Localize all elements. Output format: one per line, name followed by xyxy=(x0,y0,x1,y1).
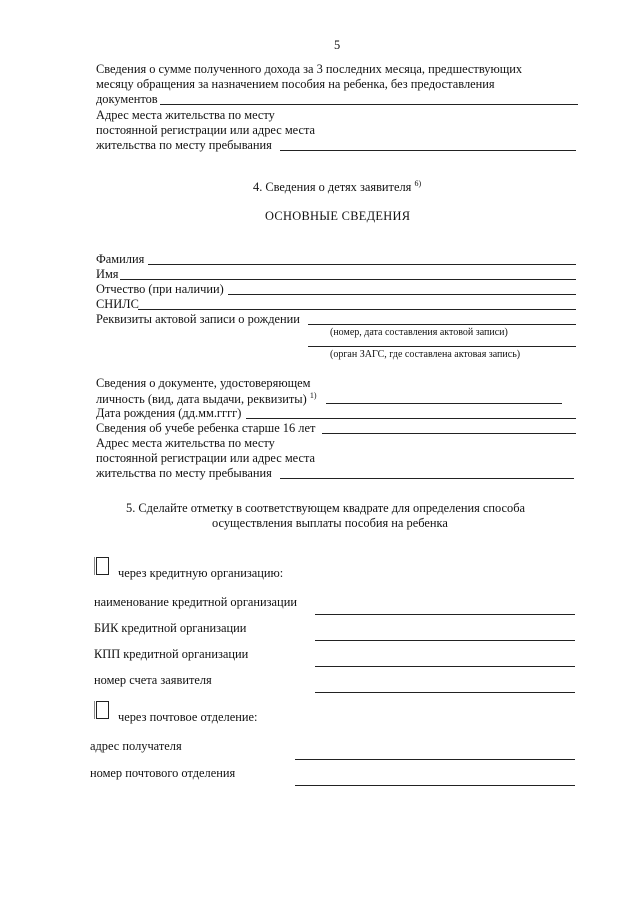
payment-bank-option-label: через кредитную организацию: xyxy=(118,566,284,580)
child-patronymic-field[interactable] xyxy=(228,294,576,295)
section-4-title xyxy=(253,180,421,194)
applicant-address-label-line1: Адрес места жительства по месту xyxy=(96,108,275,122)
applicant-address-field[interactable] xyxy=(280,150,576,151)
child-address-label-line2: постоянной регистрации или адрес места xyxy=(96,451,316,465)
birth-record-label: Реквизиты актовой записи о рождении xyxy=(96,312,300,326)
child-snils-label: СНИЛС xyxy=(96,297,139,311)
child-id-document-field[interactable] xyxy=(326,403,562,404)
birth-record-field-registry[interactable] xyxy=(308,346,576,347)
child-study-info-field[interactable] xyxy=(322,433,576,434)
post-office-number-field[interactable] xyxy=(295,785,575,786)
page-number: 5 xyxy=(334,38,341,52)
bank-kpp-label: КПП кредитной организации xyxy=(94,647,249,661)
account-number-label: номер счета заявителя xyxy=(94,673,212,687)
bank-bik-label: БИК кредитной организации xyxy=(94,621,247,635)
bank-name-label: наименование кредитной организации xyxy=(94,595,297,609)
payment-post-option-label: через почтовое отделение: xyxy=(118,710,258,724)
child-address-label-line3: жительства по месту пребывания xyxy=(96,466,272,480)
section-5-title-line1: 5. Сделайте отметку в соответствующем квадрате для определения способа xyxy=(126,501,526,515)
income-info-label-line3: документов xyxy=(96,92,158,106)
child-address-field[interactable] xyxy=(280,478,574,479)
child-id-document-label-line2 xyxy=(96,392,317,406)
payment-post-checkbox[interactable] xyxy=(96,701,109,719)
child-address-label-line1: Адрес места жительства по месту xyxy=(96,436,275,450)
footnote-ref-6: 6) xyxy=(414,179,422,188)
footnote-ref-1: 1) xyxy=(309,391,317,400)
birth-record-hint-number: (номер, дата составления актовой записи) xyxy=(330,327,508,338)
birth-record-hint-registry: (орган ЗАГС, где составлена актовая запись) xyxy=(330,349,521,360)
child-name-label: Имя xyxy=(96,267,119,281)
child-birth-date-field[interactable] xyxy=(246,418,576,419)
child-study-info-label: Сведения об учебе ребенка старше 16 лет xyxy=(96,421,316,435)
child-snils-field[interactable] xyxy=(138,309,576,310)
applicant-address-label-line2: постоянной регистрации или адрес места xyxy=(96,123,316,137)
bank-name-field[interactable] xyxy=(315,614,575,615)
child-surname-field[interactable] xyxy=(148,264,576,265)
child-patronymic-label: Отчество (при наличии) xyxy=(96,282,224,296)
birth-record-field-number[interactable] xyxy=(308,324,576,325)
child-id-document-label-text: личность (вид, дата выдачи, реквизиты) xyxy=(96,392,307,407)
recipient-address-field[interactable] xyxy=(295,759,575,760)
child-birth-date-label: Дата рождения (дд.мм.гггг) xyxy=(96,406,242,420)
payment-bank-checkbox[interactable] xyxy=(96,557,109,575)
income-info-label-line2: месяцу обращения за назначением пособия на ребенка, без предоставления xyxy=(96,77,495,91)
child-surname-label: Фамилия xyxy=(96,252,145,266)
child-name-field[interactable] xyxy=(120,279,576,280)
post-office-number-label: номер почтового отделения xyxy=(90,766,236,780)
child-id-document-label-line1: Сведения о документе, удостоверяющем xyxy=(96,376,311,390)
section-4-title-text: 4. Сведения о детях заявителя xyxy=(253,180,412,195)
applicant-address-label-line3: жительства по месту пребывания xyxy=(96,138,272,152)
bank-kpp-field[interactable] xyxy=(315,666,575,667)
income-info-field[interactable] xyxy=(160,104,578,105)
section-5-title-line2: осуществления выплаты пособия на ребенка xyxy=(212,516,448,530)
recipient-address-label: адрес получателя xyxy=(90,739,182,753)
bank-bik-field[interactable] xyxy=(315,640,575,641)
section-4-subtitle: ОСНОВНЫЕ СВЕДЕНИЯ xyxy=(265,209,411,223)
account-number-field[interactable] xyxy=(315,692,575,693)
income-info-label-line1: Сведения о сумме полученного дохода за 3 последних месяца, предшествующих xyxy=(96,62,523,76)
